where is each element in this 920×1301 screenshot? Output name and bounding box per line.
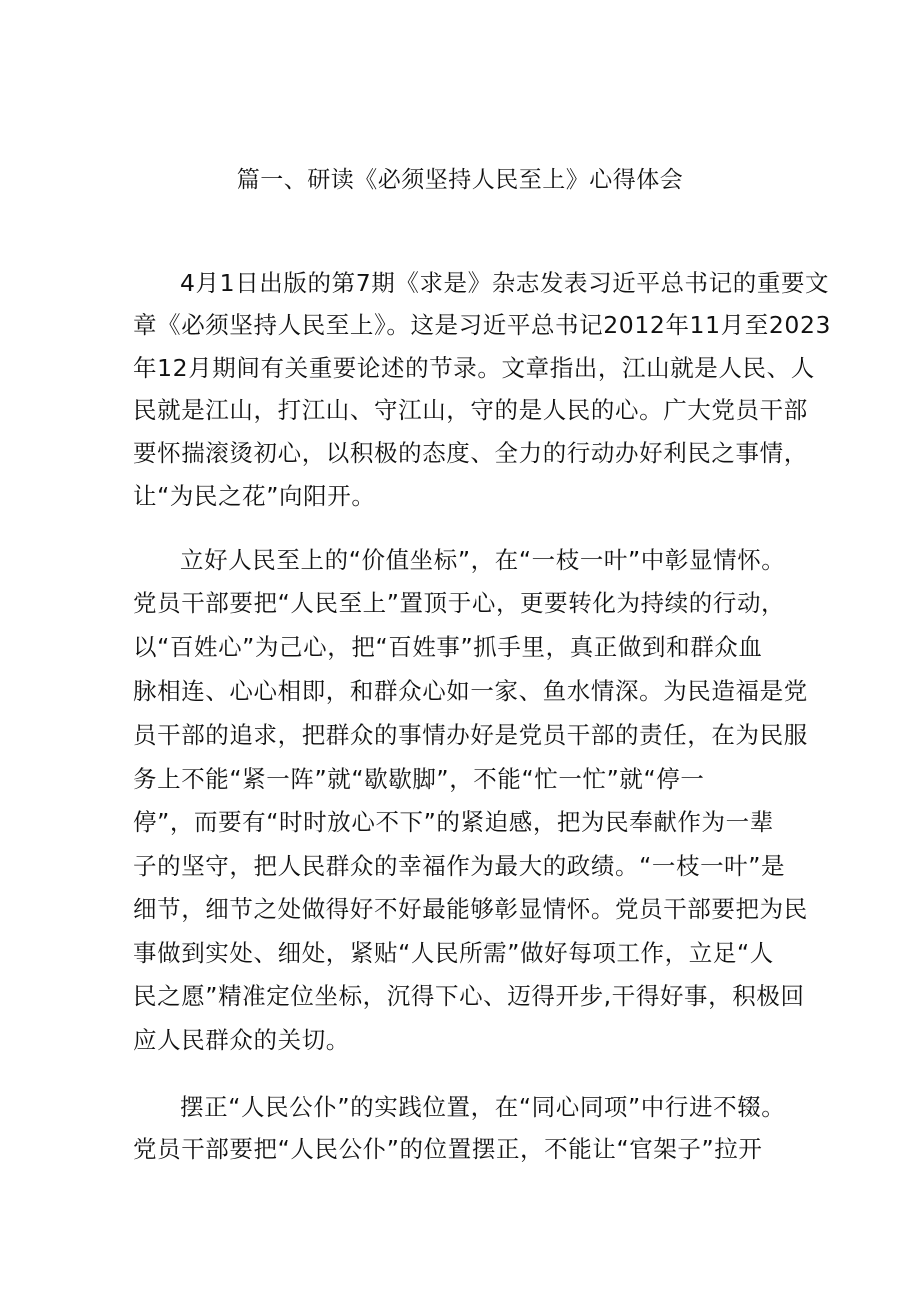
paragraph-1-line-5: 要怀揣滚烫初心，以积极的态度、全力的行动办好利民之事情， (133, 439, 808, 467)
paragraph-3-line-1: 摆正“人民公仆”的实践位置，在“同心同项”中行进不辍。 (180, 1093, 786, 1121)
paragraph-1-line-2: 章《必须坚持人民至上》。这是习近平总书记2012年11月至2023 (133, 311, 832, 339)
paragraph-2-line-1: 立好人民至上的“价值坐标”，在“一枝一叶”中彰显情怀。 (180, 546, 786, 574)
document-title: 篇一、研读《必须坚持人民至上》心得体会 (236, 167, 684, 193)
paragraph-2-line-6: 务上不能“紧一阵”就“歇歇脚”，不能“忙一忙”就“停一 (133, 765, 705, 793)
paragraph-2-line-3: 以“百姓心”为己心，把“百姓事”抓手里，真正做到和群众血 (133, 633, 763, 661)
paragraph-2-line-4: 脉相连、心心相即，和群众心如一家、鱼水情深。为民造福是党 (133, 677, 808, 705)
paragraph-2-line-7: 停”，而要有“时时放心不下”的紧迫感，把为民奉献作为一辈 (133, 808, 774, 836)
paragraph-2-line-10: 事做到实处、细处，紧贴“人民所需”做好每项工作，立足“人 (133, 939, 774, 967)
paragraph-1-line-4: 民就是江山，打江山、守江山，守的是人民的心。广大党员干部 (133, 396, 808, 424)
paragraph-1-line-1: 4月1日出版的第7期《求是》杂志发表习近平总书记的重要文 (180, 269, 830, 297)
paragraph-2-line-9: 细节，细节之处做得好不好最能够彰显情怀。党员干部要把为民 (133, 895, 808, 923)
paragraph-2-line-5: 员干部的追求，把群众的事情办好是党员干部的责任，在为民服 (133, 721, 808, 749)
paragraph-2-line-11: 民之愿”精准定位坐标，沉得下心、迈得开步,干得好事，积极回 (133, 982, 805, 1010)
paragraph-2-line-8: 子的坚守，把人民群众的幸福作为最大的政绩。“一枝一叶”是 (133, 852, 786, 880)
paragraph-2-line-12: 应人民群众的关切。 (133, 1026, 350, 1054)
paragraph-2-line-2: 党员干部要把“人民至上”置顶于心，更要转化为持续的行动， (133, 589, 786, 617)
paragraph-1-line-6: 让“为民之花”向阳开。 (133, 482, 376, 510)
paragraph-1-line-3: 年12月期间有关重要论述的节录。文章指出，江山就是人民、人 (133, 354, 815, 382)
paragraph-3-line-2: 党员干部要把“人民公仆”的位置摆正，不能让“官架子”拉开 (133, 1135, 763, 1163)
